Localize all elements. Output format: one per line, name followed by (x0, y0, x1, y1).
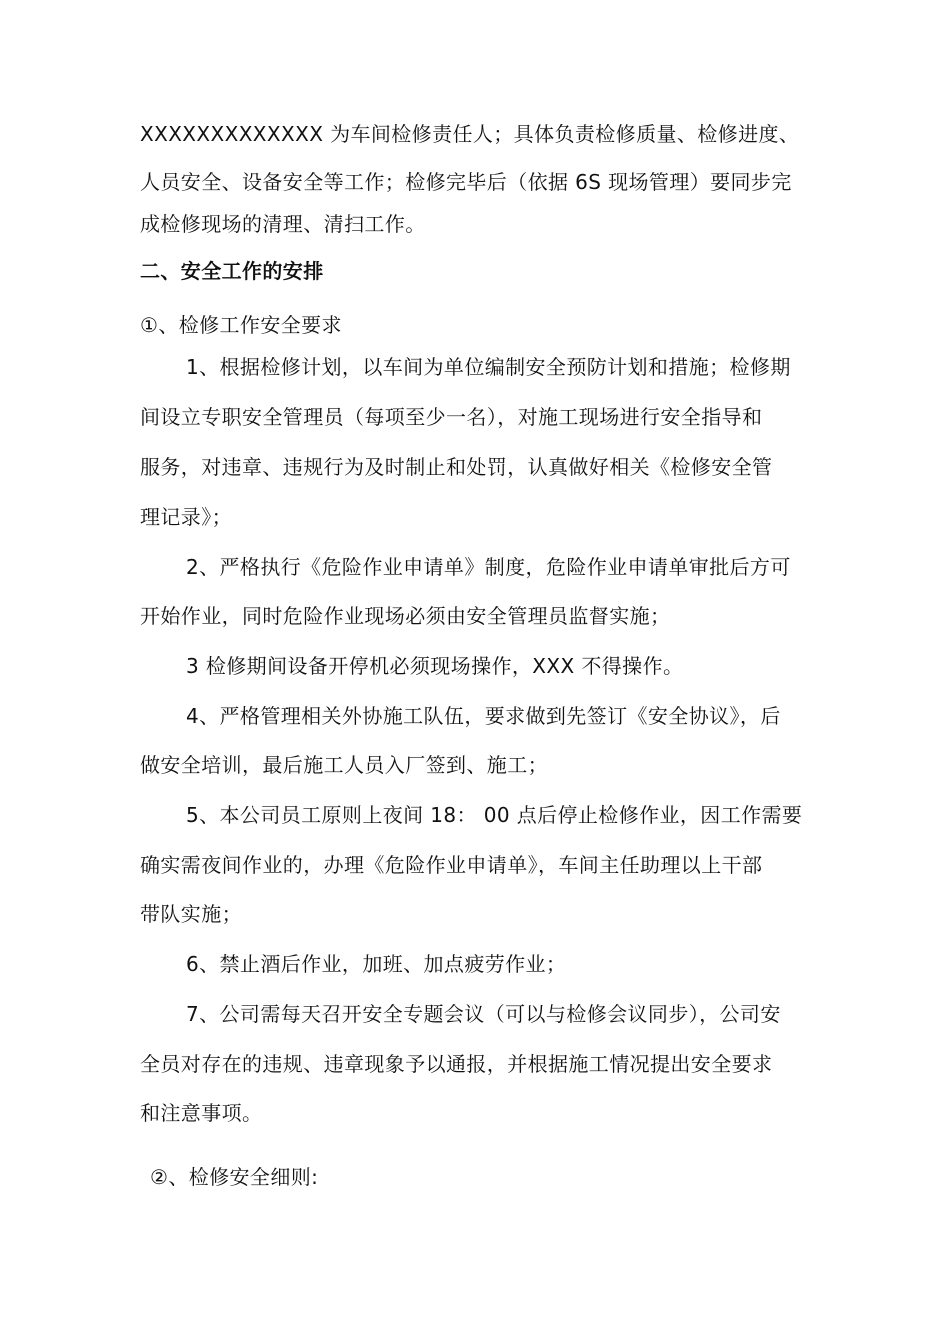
item-line: 全员对存在的违规、违章现象予以通报，并根据施工情况提出安全要求 (140, 1052, 773, 1076)
item-line: 开始作业，同时危险作业现场必须由安全管理员监督实施； (140, 604, 671, 628)
item-line: 做安全培训，最后施工人员入厂签到、施工； (140, 753, 548, 777)
item-line: 4、严格管理相关外协施工队伍，要求做到先签订《安全协议》，后 (186, 704, 781, 728)
item-line: 1、根据检修计划，以车间为单位编制安全预防计划和措施；检修期 (186, 355, 791, 379)
item-line: 6、禁止酒后作业，加班、加点疲劳作业； (186, 952, 567, 976)
item-line: 服务，对违章、违规行为及时制止和处罚，认真做好相关《检修安全管 (140, 455, 773, 479)
item-line: 2、严格执行《危险作业申请单》制度，危险作业申请单审批后方可 (186, 555, 791, 579)
subsection-title: ①、检修工作安全要求 (140, 313, 342, 337)
item-line: 确实需夜间作业的，办理《危险作业申请单》，车间主任助理以上干部 (140, 853, 763, 877)
intro-line: XXXXXXXXXXXXX 为车间检修责任人；具体负责检修质量、检修进度、 (140, 122, 800, 146)
item-line: 3 检修期间设备开停机必须现场操作，XXX 不得操作。 (186, 654, 684, 678)
section-title: 二、安全工作的安排 (140, 259, 324, 283)
intro-line: 人员安全、设备安全等工作；检修完毕后（依据 6S 现场管理）要同步完 (140, 170, 792, 194)
subsection-title: ②、检修安全细则: (150, 1165, 319, 1189)
item-line: 间设立专职安全管理员（每项至少一名），对施工现场进行安全指导和 (140, 405, 763, 429)
intro-line: 成检修现场的清理、清扫工作。 (140, 212, 426, 236)
item-line: 理记录》； (140, 505, 232, 529)
item-line: 5、本公司员工原则上夜间 18： 00 点后停止检修作业，因工作需要 (186, 803, 803, 827)
item-line: 带队实施； (140, 902, 242, 926)
item-line: 7、公司需每天召开安全专题会议（可以与检修会议同步），公司安 (186, 1002, 781, 1026)
item-line: 和注意事项。 (140, 1101, 263, 1125)
